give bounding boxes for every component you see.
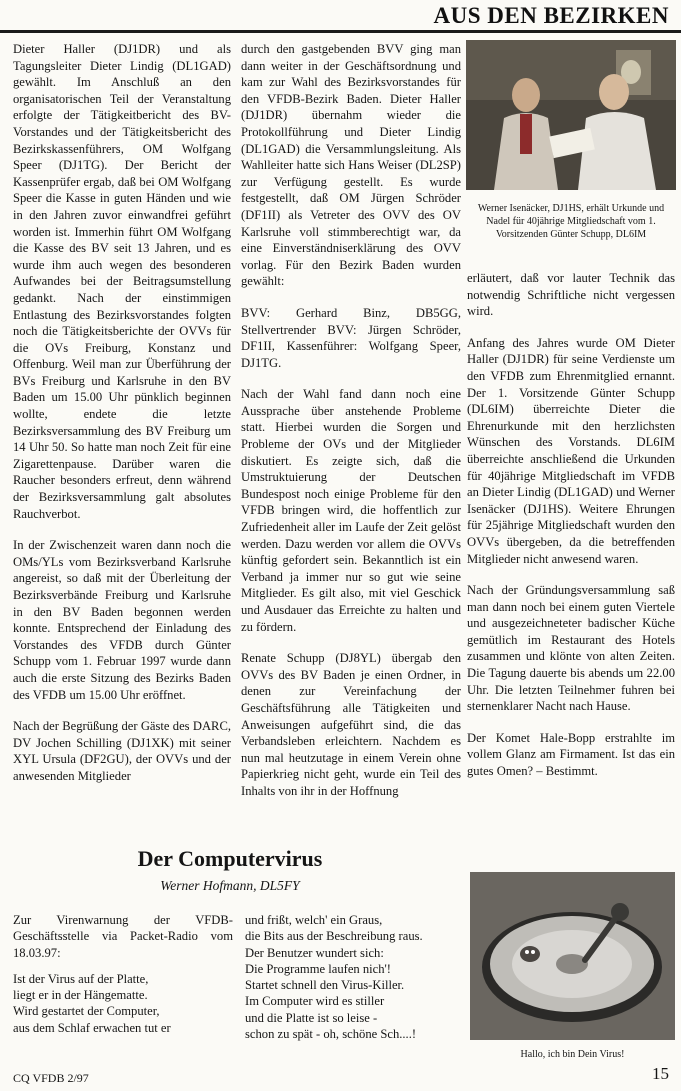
poem-line: Die Programme laufen nich'!	[245, 961, 391, 976]
poem-line: aus dem Schlaf erwachen tut er	[13, 1020, 171, 1035]
poem-title: Der Computervirus	[137, 846, 323, 871]
poem-line: Ist der Virus auf der Platte,	[13, 971, 149, 986]
paragraph: Nach der Wahl fand dann noch eine Aussprache über anstehende Probleme statt. Hierbei wurden die Sorgen und Probleme der OVs und der Mitglieder diskutiert. Es zeigte sich, daß die Umstruktuierung der Deutschen Bundespost noch einige Probleme für den VFDB bringen wird, die hoffentlich zur Zufriedenheit aller im Laufe der Zeit gelöst werden. Dazu werden vor allem die OVVs künftig gefordert sein. Bekanntlich ist ein Verband ja immer nur so gut wie seine Mitglieder. Es gilt also, mit viel Geschick und Ausdauer das Erreichte zu halten und zu fördern.	[241, 387, 461, 634]
paragraph: Renate Schupp (DJ8YL) übergab den OVVs des BV Baden je einen Ordner, in denen zur Vereinfachung der Geschäftsführung alle Tätigkeiten und Anweisungen aufgeführt sind, die das Verbandsleben erleichtern. Nachdem es nun mal heutzutage in einem Verein ohne Papierkrieg nicht geht, wurde ein Teil des Inhalts von ihr in der Hoffnung	[241, 651, 461, 798]
header-rule	[0, 30, 681, 33]
article-column-1	[13, 41, 231, 785]
poem-column-1	[13, 912, 233, 1036]
paragraph: In der Zwischenzeit waren dann noch die OMs/YLs vom Bezirksverband Karlsruhe angereist, so daß mit der Überleitung der Bezirksverbände Freiburg und Karlsruhe in den BV Baden begonnen werden konnte. Entsprechend der Einladung des Vorstandes des VFDB durch Günter Schupp vom 1. Februar 1997 wurde dann auch die erste Sitzung des Bezirks Baden des VFDB um 15.00 Uhr eröffnet.	[13, 538, 231, 702]
paragraph: erläutert, daß vor lauter Technik das notwendig Schriftliche nicht vergessen wird.	[467, 271, 675, 319]
poem-author: Werner Hofmann, DL5FY	[160, 878, 300, 893]
award-photo	[466, 40, 676, 190]
poem-intro: Zur Virenwarnung der VFDB-Geschäftsstelle via Packet-Radio vom 18.03.97:	[13, 913, 233, 960]
article-column-3	[467, 270, 675, 780]
image-caption: Hallo, ich bin Dein Virus!	[520, 1049, 625, 1060]
paragraph: Nach der Gründungsversammlung saß man dann noch bei einem guten Viertele und ausgezeichneteter badischer Küche gemütlich im Restaurant des Hotels zusammen und klönte von alten Zeiten. Die Tagung dauerte bis abends um 22.00 Uhr. Die letzten Teilnehmer fuhren bei sternenklarer Nacht nach Hause.	[467, 583, 675, 714]
poem-line: liegt er in der Hängematte.	[13, 988, 148, 1003]
paragraph: BVV: Gerhard Binz, DB5GG, Stellvertrender BVV: Jürgen Schröder, DF1II, Kassenführer: Wolfgang Speer, DJ1TG.	[241, 305, 461, 370]
photo-illustration	[466, 40, 676, 190]
poem-line: und die Platte ist so leise -	[245, 1010, 378, 1025]
paragraph: Dieter Haller (DJ1DR) und als Tagungsleiter Dieter Lindig (DL1GAD) gewählt. Im Anschluß an den organisatorischen Teil der Veranstaltung erfolgte der Tätigkeitbericht des BV-Vorstandes und der Tätigkeitsbericht des Bezirkskassenführers, OM Wolfgang Speer (DJ1TG). Der Bericht der Kassenprüfer ergab, daß bei OM Wolfgang Speer die Kasse in guten Händen und wie in den Jahren zuvor einwandfrei geführt worden ist. Immerhin führt OM Wolfgang die Kasse des BV seit 13 Jahren, und es wurde ihm auch wegen des besonderen Aufwandes bei der Beitragsumstellung gedankt. Nach der einstimmigen Entlastung des Bezirksvorstandes folgten noch die Tätigkeitsberichte der OVVs für die OVs Freiburg, Konstanz und Offenburg. Weil man zur Überführung der BVs Freiburg und Karlsruhe in den BV Baden um 15.00 Uhr pünklich beginnen wollte, endete die letzte Bezirksversammlung des BV Freiburg um 14 Uhr 50. So hatte man noch Zeit für eine Zigarettenpause. Darüber waren die Raucher besonders erfreut, denn während der Bezirksversammlung galt absolutes Rauchverbot.	[13, 42, 231, 521]
poem-line: und frißt, welch' ein Graus,	[245, 913, 383, 927]
page-number: 15	[652, 1064, 669, 1083]
section-title: AUS DEN BEZIRKEN	[433, 3, 669, 28]
paragraph: durch den gastgebenden BVV ging man dann weiter in der Geschäftsordnung und kam zur Wahl des Bezirksvorstandes für den VFDB-Bezirk Baden. Dieter Haller (DJ1DR) übernahm wieder die Protokollführung und Dieter Lindig (DL1GAD) die Versammlungsleitung. Als Wahlleiter hatte sich Hans Weiser (DL2SP) zur Verfügung gestellt. Es wurde festgestellt, daß OM Jürgen Schröder (DF1II) als Vetreter des OVV des OV Karlsruhe voll stimmberechtigt war, da eine Einverständniserklärung des OVV vorlag. Für den Bezirk Baden wurden gewählt:	[241, 42, 461, 289]
poem-line: schon zu spät - oh, schöne Sch....!	[245, 1027, 417, 1042]
paragraph: Anfang des Jahres wurde OM Dieter Haller (DJ1DR) für seine Verdienste um den VFDB zum Ehrenmitglied ernannt. Der 1. Vorsitzende Günter Schupp (DL6IM) überreichte Dieter die Ehrenurkunde mit den herzlichsten Wünschen des Vorstands. DL6IM überreichte anschließend die Urkunden für 40jährige Mitgliedschaft im VFDB an Dieter Lindig (DL1GAD) und Werner Isenäcker (DJ1HS). Weitere Ehrungen für 25jährige Mitgliedschaft wurden den OVVs übergeben, da die betreffenden Mitglieder nicht anwesend waren.	[467, 335, 675, 566]
section-header	[0, 0, 681, 36]
poem-line: Im Computer wird es stiller	[245, 994, 385, 1009]
hard-disk-image	[470, 872, 675, 1040]
poem-line: Wird gestartet der Computer,	[13, 1004, 160, 1019]
poem-stanza-1	[13, 971, 233, 1036]
paragraph: Der Komet Hale-Bopp erstrahlte im vollem Glanz am Firmament. Ist das ein gutes Omen? – Bestimmt.	[467, 730, 675, 779]
hard-disk-illustration	[470, 872, 675, 1040]
issue-label: CQ VFDB 2/97	[13, 1071, 89, 1085]
article-column-2	[241, 41, 461, 800]
photo-caption: Werner Isenäcker, DJ1HS, erhält Urkunde und Nadel für 40jährige Mitgliedschaft vom 1. Vorsitzenden Günter Schupp, DL6IM	[477, 203, 665, 240]
paragraph: Nach der Begrüßung der Gäste des DARC, DV Jochen Schilling (DJ1XK) mit seiner XYL Ursula (DF2GU), der OVVs und der anwesenden Mitglieder	[13, 719, 231, 783]
poem-line: Der Benutzer wundert sich:	[245, 945, 384, 960]
poem-line: die Bits aus der Beschreibung raus.	[245, 929, 423, 944]
poem-column-2	[245, 912, 455, 1042]
poem-line: Startet schnell den Virus-Killer.	[245, 978, 405, 993]
